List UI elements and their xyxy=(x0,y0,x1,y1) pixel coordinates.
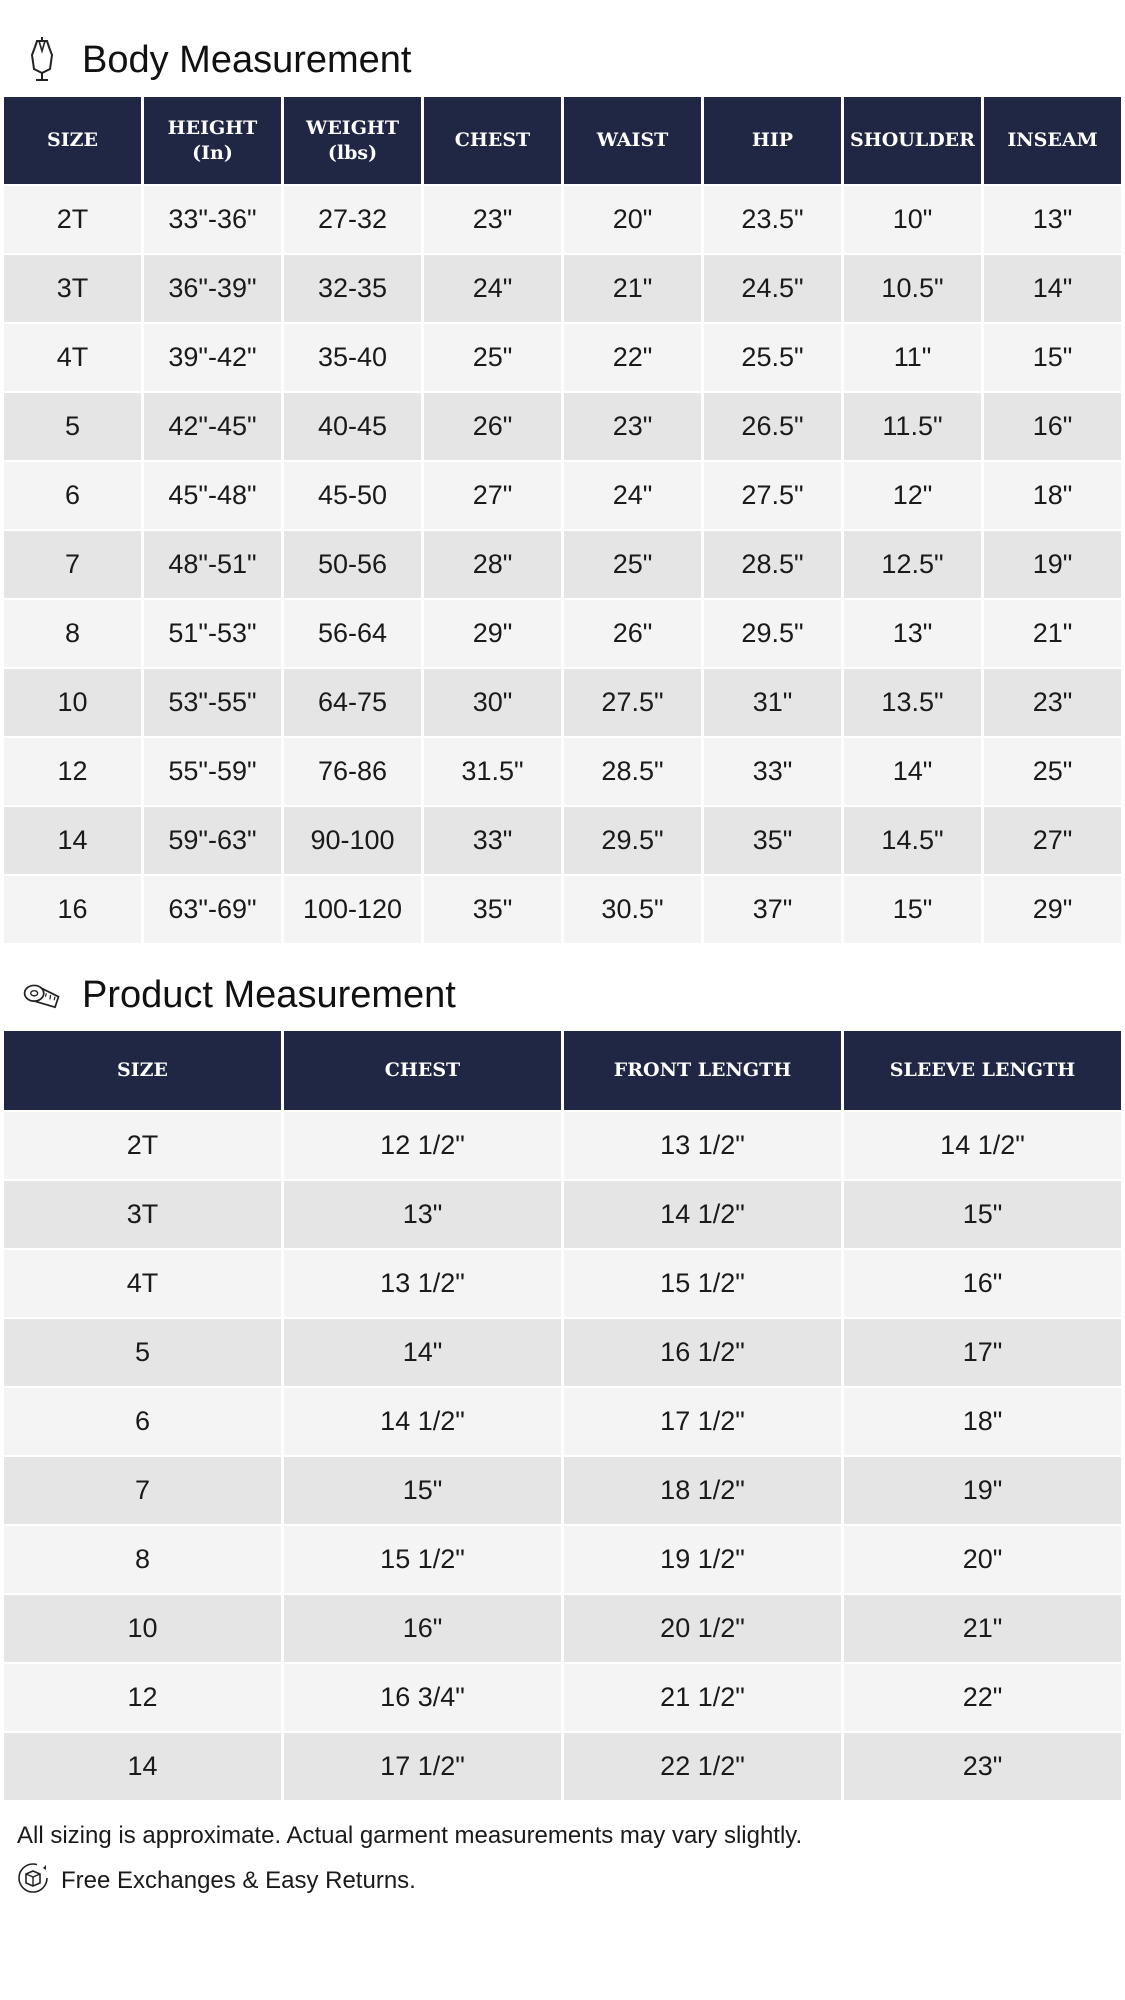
table-cell: 7 xyxy=(4,1457,281,1524)
header-size: SIZE xyxy=(4,1031,281,1110)
table-cell: 35" xyxy=(704,807,841,874)
header-height: HEIGHT (In) xyxy=(144,97,281,184)
table-cell: 50-56 xyxy=(284,531,421,598)
table-cell: 21" xyxy=(844,1595,1121,1662)
product-table-row xyxy=(4,1595,1121,1662)
table-cell: 45-50 xyxy=(284,462,421,529)
table-cell: 27-32 xyxy=(284,186,421,253)
table-cell: 12 xyxy=(4,738,141,805)
table-cell: 63"-69" xyxy=(144,876,281,943)
header-size: SIZE xyxy=(4,97,141,184)
table-cell: 23" xyxy=(424,186,561,253)
measuring-tape-icon xyxy=(22,971,62,1019)
table-cell: 3T xyxy=(4,255,141,322)
table-cell: 20 1/2" xyxy=(564,1595,841,1662)
table-cell: 23" xyxy=(984,669,1121,736)
body-table-row xyxy=(4,531,1121,598)
body-table-row xyxy=(4,462,1121,529)
table-cell: 6 xyxy=(4,462,141,529)
product-measurement-heading xyxy=(22,965,456,1025)
table-cell: 56-64 xyxy=(284,600,421,667)
table-cell: 28" xyxy=(424,531,561,598)
table-cell: 16" xyxy=(984,393,1121,460)
table-cell: 2T xyxy=(4,186,141,253)
table-cell: 19" xyxy=(984,531,1121,598)
table-cell: 24.5" xyxy=(704,255,841,322)
table-cell: 22" xyxy=(844,1664,1121,1731)
header-waist: WAIST xyxy=(564,97,701,184)
table-cell: 28.5" xyxy=(704,531,841,598)
returns-label: Free Exchanges & Easy Returns. xyxy=(61,1866,416,1894)
table-cell: 14" xyxy=(284,1319,561,1386)
table-cell: 14 1/2" xyxy=(564,1181,841,1248)
table-cell: 13 1/2" xyxy=(564,1112,841,1179)
table-cell: 42"-45" xyxy=(144,393,281,460)
table-cell: 8 xyxy=(4,1526,281,1593)
product-table-row xyxy=(4,1181,1121,1248)
table-cell: 5 xyxy=(4,1319,281,1386)
table-cell: 53"-55" xyxy=(144,669,281,736)
table-cell: 13" xyxy=(984,186,1121,253)
header-chest: CHEST xyxy=(284,1031,561,1110)
table-cell: 48"-51" xyxy=(144,531,281,598)
table-cell: 35" xyxy=(424,876,561,943)
table-cell: 35-40 xyxy=(284,324,421,391)
table-cell: 15 1/2" xyxy=(284,1526,561,1593)
table-cell: 64-75 xyxy=(284,669,421,736)
table-cell: 25" xyxy=(564,531,701,598)
table-cell: 17 1/2" xyxy=(284,1733,561,1800)
table-cell: 10.5" xyxy=(844,255,981,322)
body-table-row xyxy=(4,669,1121,736)
header-shoulder: SHOULDER xyxy=(844,97,981,184)
table-cell: 14 xyxy=(4,807,141,874)
table-cell: 21" xyxy=(984,600,1121,667)
table-cell: 32-35 xyxy=(284,255,421,322)
table-cell: 7 xyxy=(4,531,141,598)
body-header-row xyxy=(4,97,1121,184)
table-cell: 30.5" xyxy=(564,876,701,943)
returns-info xyxy=(17,1862,416,1899)
table-cell: 8 xyxy=(4,600,141,667)
table-cell: 18" xyxy=(984,462,1121,529)
table-cell: 31" xyxy=(704,669,841,736)
table-cell: 2T xyxy=(4,1112,281,1179)
body-table-row xyxy=(4,738,1121,805)
body-table-row xyxy=(4,186,1121,253)
body-table-row xyxy=(4,393,1121,460)
body-table-row xyxy=(4,876,1121,943)
table-cell: 15 1/2" xyxy=(564,1250,841,1317)
body-table-body xyxy=(4,186,1121,943)
table-cell: 36"-39" xyxy=(144,255,281,322)
table-cell: 4T xyxy=(4,1250,281,1317)
table-cell: 26.5" xyxy=(704,393,841,460)
header-sleeve-length: SLEEVE LENGTH xyxy=(844,1031,1121,1110)
table-cell: 27.5" xyxy=(704,462,841,529)
table-cell: 25" xyxy=(424,324,561,391)
table-cell: 55"-59" xyxy=(144,738,281,805)
table-cell: 40-45 xyxy=(284,393,421,460)
table-cell: 29" xyxy=(424,600,561,667)
table-cell: 18 1/2" xyxy=(564,1457,841,1524)
table-cell: 31.5" xyxy=(424,738,561,805)
table-cell: 19" xyxy=(844,1457,1121,1524)
table-cell: 29.5" xyxy=(704,600,841,667)
table-cell: 45"-48" xyxy=(144,462,281,529)
table-cell: 24" xyxy=(564,462,701,529)
table-cell: 29" xyxy=(984,876,1121,943)
product-table-row xyxy=(4,1112,1121,1179)
product-table-row xyxy=(4,1733,1121,1800)
sizing-disclaimer: All sizing is approximate. Actual garment measurements may vary slightly. xyxy=(17,1822,803,1849)
table-cell: 26" xyxy=(424,393,561,460)
table-cell: 22" xyxy=(564,324,701,391)
product-table-row xyxy=(4,1457,1121,1524)
header-weight: WEIGHT (lbs) xyxy=(284,97,421,184)
table-cell: 15" xyxy=(844,876,981,943)
table-cell: 15" xyxy=(284,1457,561,1524)
table-cell: 12 1/2" xyxy=(284,1112,561,1179)
product-table-row xyxy=(4,1664,1121,1731)
table-cell: 12.5" xyxy=(844,531,981,598)
product-table-row xyxy=(4,1388,1121,1455)
table-cell: 14.5" xyxy=(844,807,981,874)
table-cell: 4T xyxy=(4,324,141,391)
table-cell: 13" xyxy=(284,1181,561,1248)
table-cell: 10 xyxy=(4,669,141,736)
table-cell: 23" xyxy=(844,1733,1121,1800)
table-cell: 13" xyxy=(844,600,981,667)
table-cell: 33" xyxy=(704,738,841,805)
table-cell: 33" xyxy=(424,807,561,874)
table-cell: 3T xyxy=(4,1181,281,1248)
product-measurement-table xyxy=(1,1029,1124,1802)
table-cell: 23.5" xyxy=(704,186,841,253)
table-cell: 17 1/2" xyxy=(564,1388,841,1455)
table-cell: 14 1/2" xyxy=(284,1388,561,1455)
header-chest: CHEST xyxy=(424,97,561,184)
product-measurement-title: Product Measurement xyxy=(82,973,456,1016)
table-cell: 16" xyxy=(844,1250,1121,1317)
table-cell: 51"-53" xyxy=(144,600,281,667)
table-cell: 10 xyxy=(4,1595,281,1662)
table-cell: 27.5" xyxy=(564,669,701,736)
table-cell: 14" xyxy=(984,255,1121,322)
table-cell: 13 1/2" xyxy=(284,1250,561,1317)
body-measurement-table xyxy=(1,95,1124,945)
table-cell: 5 xyxy=(4,393,141,460)
table-cell: 21 1/2" xyxy=(564,1664,841,1731)
header-hip: HIP xyxy=(704,97,841,184)
table-cell: 25.5" xyxy=(704,324,841,391)
body-table-row xyxy=(4,807,1121,874)
table-cell: 11.5" xyxy=(844,393,981,460)
table-cell: 100-120 xyxy=(284,876,421,943)
dress-form-icon xyxy=(22,36,62,84)
table-cell: 26" xyxy=(564,600,701,667)
table-cell: 18" xyxy=(844,1388,1121,1455)
header-front-length: FRONT LENGTH xyxy=(564,1031,841,1110)
table-cell: 21" xyxy=(564,255,701,322)
table-cell: 16" xyxy=(284,1595,561,1662)
table-cell: 19 1/2" xyxy=(564,1526,841,1593)
table-cell: 15" xyxy=(844,1181,1121,1248)
product-header-row xyxy=(4,1031,1121,1110)
header-inseam: INSEAM xyxy=(984,97,1121,184)
table-cell: 37" xyxy=(704,876,841,943)
table-cell: 15" xyxy=(984,324,1121,391)
table-cell: 28.5" xyxy=(564,738,701,805)
body-measurement-title: Body Measurement xyxy=(82,38,412,81)
table-cell: 14 xyxy=(4,1733,281,1800)
table-cell: 30" xyxy=(424,669,561,736)
product-table-row xyxy=(4,1250,1121,1317)
table-cell: 17" xyxy=(844,1319,1121,1386)
body-table-row xyxy=(4,600,1121,667)
table-cell: 90-100 xyxy=(284,807,421,874)
table-cell: 23" xyxy=(564,393,701,460)
body-table-row xyxy=(4,324,1121,391)
table-cell: 11" xyxy=(844,324,981,391)
product-table-row xyxy=(4,1319,1121,1386)
table-cell: 16 xyxy=(4,876,141,943)
table-cell: 14" xyxy=(844,738,981,805)
table-cell: 25" xyxy=(984,738,1121,805)
table-cell: 12" xyxy=(844,462,981,529)
body-measurement-heading xyxy=(22,30,412,90)
product-table-row xyxy=(4,1526,1121,1593)
table-cell: 13.5" xyxy=(844,669,981,736)
table-cell: 14 1/2" xyxy=(844,1112,1121,1179)
table-cell: 27" xyxy=(984,807,1121,874)
table-cell: 29.5" xyxy=(564,807,701,874)
table-cell: 16 3/4" xyxy=(284,1664,561,1731)
table-cell: 27" xyxy=(424,462,561,529)
product-table-body xyxy=(4,1112,1121,1800)
table-cell: 16 1/2" xyxy=(564,1319,841,1386)
table-cell: 6 xyxy=(4,1388,281,1455)
table-cell: 22 1/2" xyxy=(564,1733,841,1800)
table-cell: 20" xyxy=(844,1526,1121,1593)
table-cell: 10" xyxy=(844,186,981,253)
table-cell: 76-86 xyxy=(284,738,421,805)
table-cell: 33"-36" xyxy=(144,186,281,253)
table-cell: 12 xyxy=(4,1664,281,1731)
table-cell: 39"-42" xyxy=(144,324,281,391)
returns-box-icon xyxy=(17,1862,49,1899)
body-table-row xyxy=(4,255,1121,322)
table-cell: 24" xyxy=(424,255,561,322)
table-cell: 20" xyxy=(564,186,701,253)
table-cell: 59"-63" xyxy=(144,807,281,874)
